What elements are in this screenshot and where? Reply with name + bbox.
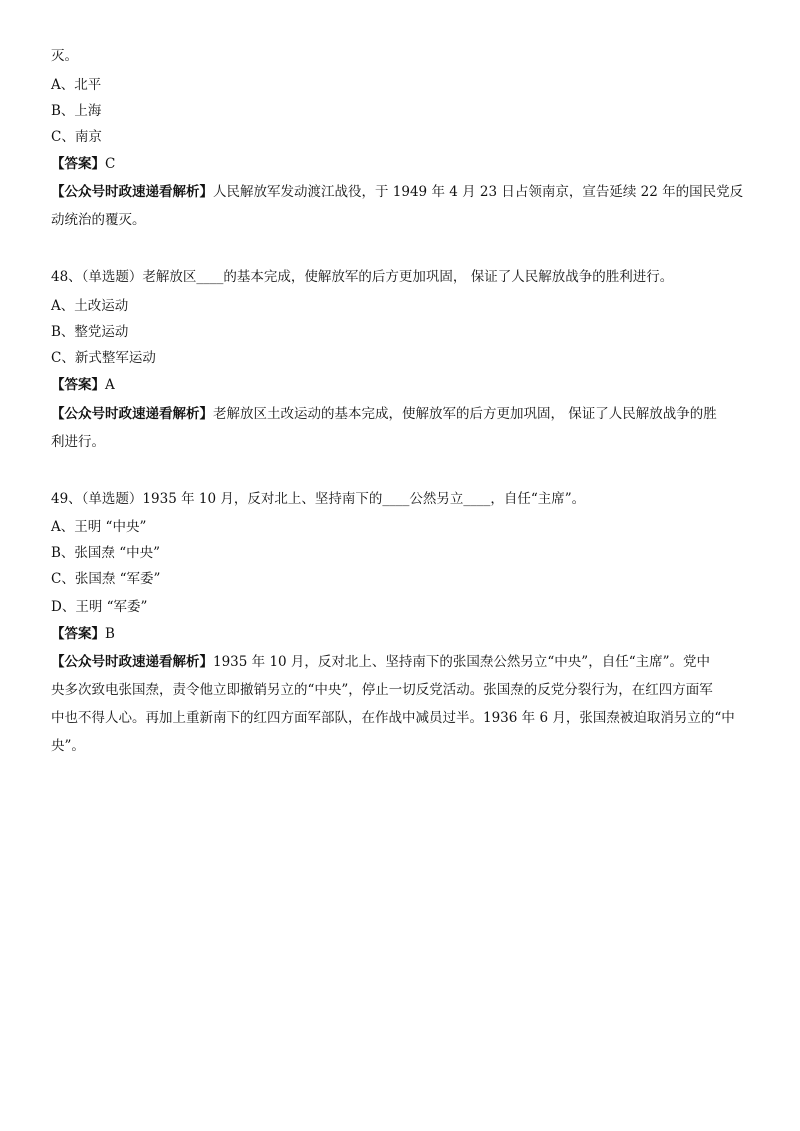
analysis-label: 【公众号时政速递看解析】: [51, 654, 213, 670]
q49-option-a: A、王明 “中央”: [51, 519, 147, 535]
q49-analysis-line2: 央多次致电张国焘，责令他立即撤销另立的“中央”，停止一切反党活动。张国焘的反党分裂行为，在红四方面军: [51, 682, 713, 698]
q49-analysis-line1: [51, 652, 757, 672]
q47-analysis-line2: 动统治的覆灭。: [51, 212, 146, 228]
analysis-text: 1935 年 10 月，反对北上、坚持南下的张国焘公然另立“中央”，自任“主席”。党中: [213, 654, 711, 670]
q49-analysis-line3: 中也不得人心。再加上重新南下的红四方面军部队，在作战中减员过半。1936 年 6 月，张国焘被迫取消另立的“中: [51, 710, 735, 726]
answer-value: B: [105, 626, 115, 642]
q47-option-b: B、上海: [51, 103, 102, 119]
analysis-label: 【公众号时政速递看解析】: [51, 406, 213, 422]
answer-value: C: [105, 156, 116, 172]
q48-analysis-line1: [51, 404, 757, 424]
q48-option-b: B、整党运动: [51, 324, 129, 340]
q48-answer: [51, 375, 757, 395]
q49-option-c: C、张国焘 “军委”: [51, 571, 161, 587]
analysis-text: 人民解放军发动渡江战役，于 1949 年 4 月 23 日占领南京，宣告延续 22 年的国民党反: [213, 184, 744, 200]
q49-answer: [51, 624, 757, 644]
q47-analysis-line1: [51, 182, 757, 202]
answer-value: A: [105, 377, 115, 393]
q47-answer: [51, 154, 757, 174]
q49-stem: 49、（单选题）1935 年 10 月，反对北上、坚持南下的____公然另立____，自任“主席”。: [51, 491, 586, 507]
analysis-text: 老解放区土改运动的基本完成，使解放军的后方更加巩固， 保证了人民解放战争的胜: [213, 406, 717, 422]
answer-label: 【答案】: [51, 156, 105, 172]
analysis-label: 【公众号时政速递看解析】: [51, 184, 213, 200]
q49-option-d: D、王明 “军委”: [51, 599, 148, 615]
q47-option-a: A、北平: [51, 77, 102, 93]
answer-label: 【答案】: [51, 377, 105, 393]
q48-option-c: C、新式整军运动: [51, 350, 156, 366]
q47-option-c: C、南京: [51, 129, 102, 145]
q49-option-b: B、张国焘 “中央”: [51, 545, 161, 561]
q47-stem-end: 灭。: [51, 48, 78, 64]
answer-label: 【答案】: [51, 626, 105, 642]
q48-analysis-line2: 利进行。: [51, 434, 105, 450]
q48-option-a: A、土改运动: [51, 298, 129, 314]
q48-stem: 48、（单选题）老解放区____的基本完成，使解放军的后方更加巩固， 保证了人民解放战争的胜利进行。: [51, 269, 674, 285]
q49-analysis-line4: 央”。: [51, 738, 85, 754]
